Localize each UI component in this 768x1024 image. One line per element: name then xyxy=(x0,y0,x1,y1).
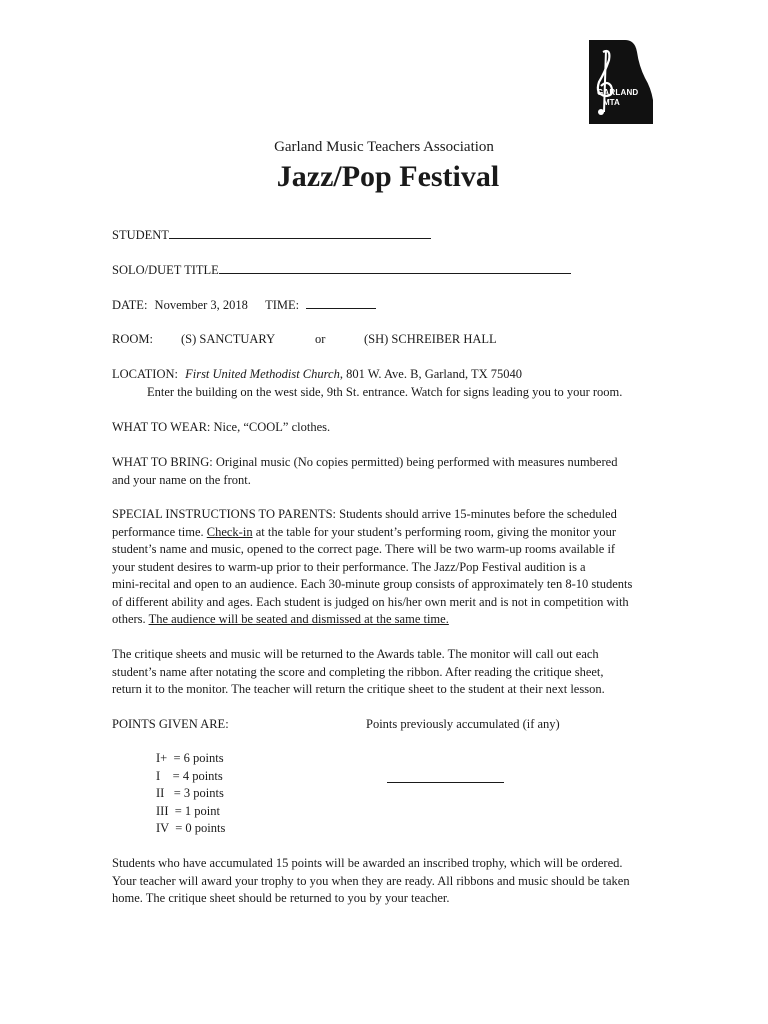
special-line-7-pre: others. xyxy=(112,612,149,626)
date-value: November 3, 2018 xyxy=(154,298,248,312)
location-row xyxy=(112,366,522,384)
special-instructions xyxy=(112,506,712,629)
critique-line-3: return it to the monitor. The teacher will return the critique sheet to the student at their next lesson. xyxy=(112,682,605,696)
student-field xyxy=(112,227,431,245)
page-title: Jazz/Pop Festival xyxy=(276,160,500,193)
closing-paragraph xyxy=(112,855,712,908)
association-name: Garland Music Teachers Association xyxy=(274,139,494,155)
location-note: Enter the building on the west side, 9th St. entrance. Watch for signs leading you to your room. xyxy=(147,385,623,399)
time-blank-line[interactable] xyxy=(306,297,376,309)
points-item: I = 4 points xyxy=(156,768,223,783)
special-line-1: SPECIAL INSTRUCTIONS TO PARENTS: Students should arrive 15-minutes before the scheduled xyxy=(112,507,617,521)
points-item: II = 3 points xyxy=(156,786,224,800)
room-option-sanctuary: (S) SANCTUARY xyxy=(181,332,276,346)
special-line-2-post: at the table for your student’s performing room, giving the monitor your xyxy=(252,524,617,539)
what-to-wear: WHAT TO WEAR: Nice, “COOL” clothes. xyxy=(112,420,331,434)
room-or: or xyxy=(315,332,326,346)
solo-duet-blank-line[interactable] xyxy=(219,262,571,274)
bring-line-1: WHAT TO BRING: Original music (No copies permitted) being performed with measures numbered xyxy=(112,455,618,469)
critique-line-2: student’s name after notating the score and completing the ribbon. After reading the critique sheet, xyxy=(112,664,604,679)
special-line-2-pre: performance time. xyxy=(112,524,207,539)
location-church: First United Methodist Church xyxy=(185,367,340,381)
logo-text-garland: GARLAND xyxy=(597,88,639,97)
closing-line-1: Students who have accumulated 15 points will be awarded an inscribed trophy, which will be ordered. xyxy=(112,856,623,870)
closing-line-2: Your teacher will award your trophy to you when they are ready. All ribbons and music should be taken xyxy=(112,873,630,888)
special-line-4: your student desires to warm-up prior to their performance. The Jazz/Pop Festival audition is a xyxy=(112,559,586,574)
solo-duet-label: SOLO/DUET TITLE xyxy=(112,263,219,277)
bring-line-2: and your name on the front. xyxy=(112,472,251,487)
special-line-7 xyxy=(112,611,712,629)
garland-mta-logo xyxy=(585,38,657,126)
points-previous-label: Points previously accumulated (if any) xyxy=(366,717,560,731)
check-in-text: Check-in xyxy=(206,524,253,539)
points-item: III = 1 point xyxy=(156,803,220,818)
student-blank-line[interactable] xyxy=(169,227,431,239)
points-item: I+ = 6 points xyxy=(156,751,224,765)
audience-note: The audience will be seated and dismissed at the same time. xyxy=(148,612,449,626)
special-line-3: student’s name and music, opened to the correct page. There will be two warm-up rooms available if xyxy=(112,542,616,556)
critique-paragraph xyxy=(112,646,712,699)
location-address: , 801 W. Ave. B, Garland, TX 75040 xyxy=(339,367,523,381)
points-item: IV = 0 points xyxy=(156,821,226,835)
treble-clef-piano-icon xyxy=(585,38,657,126)
logo-text-mta: MTA xyxy=(603,98,620,107)
points-previous-blank-line[interactable] xyxy=(387,782,504,783)
date-time-row xyxy=(112,297,376,315)
student-label: STUDENT xyxy=(112,228,169,242)
time-label: TIME: xyxy=(265,298,300,312)
special-line-5: mini-recital and open to an audience. Each 30-minute group consists of approximately ten 8-10 students xyxy=(112,577,633,591)
solo-duet-field xyxy=(112,262,571,280)
what-to-bring xyxy=(112,454,712,489)
closing-line-3: home. The critique sheet should be returned to you by your teacher. xyxy=(112,891,450,905)
points-label: POINTS GIVEN ARE: xyxy=(112,717,229,731)
room-option-schreiber: (SH) SCHREIBER HALL xyxy=(364,332,497,346)
special-line-6: of different ability and ages. Each student is judged on his/her own merit and is not in competition with xyxy=(112,594,629,609)
points-list xyxy=(156,750,356,838)
critique-line-1: The critique sheets and music will be returned to the Awards table. The monitor will call out each xyxy=(112,647,599,661)
location-label: LOCATION: xyxy=(112,367,178,381)
room-label: ROOM: xyxy=(112,332,153,346)
special-line-2 xyxy=(112,524,712,542)
date-label: DATE: xyxy=(112,298,148,312)
